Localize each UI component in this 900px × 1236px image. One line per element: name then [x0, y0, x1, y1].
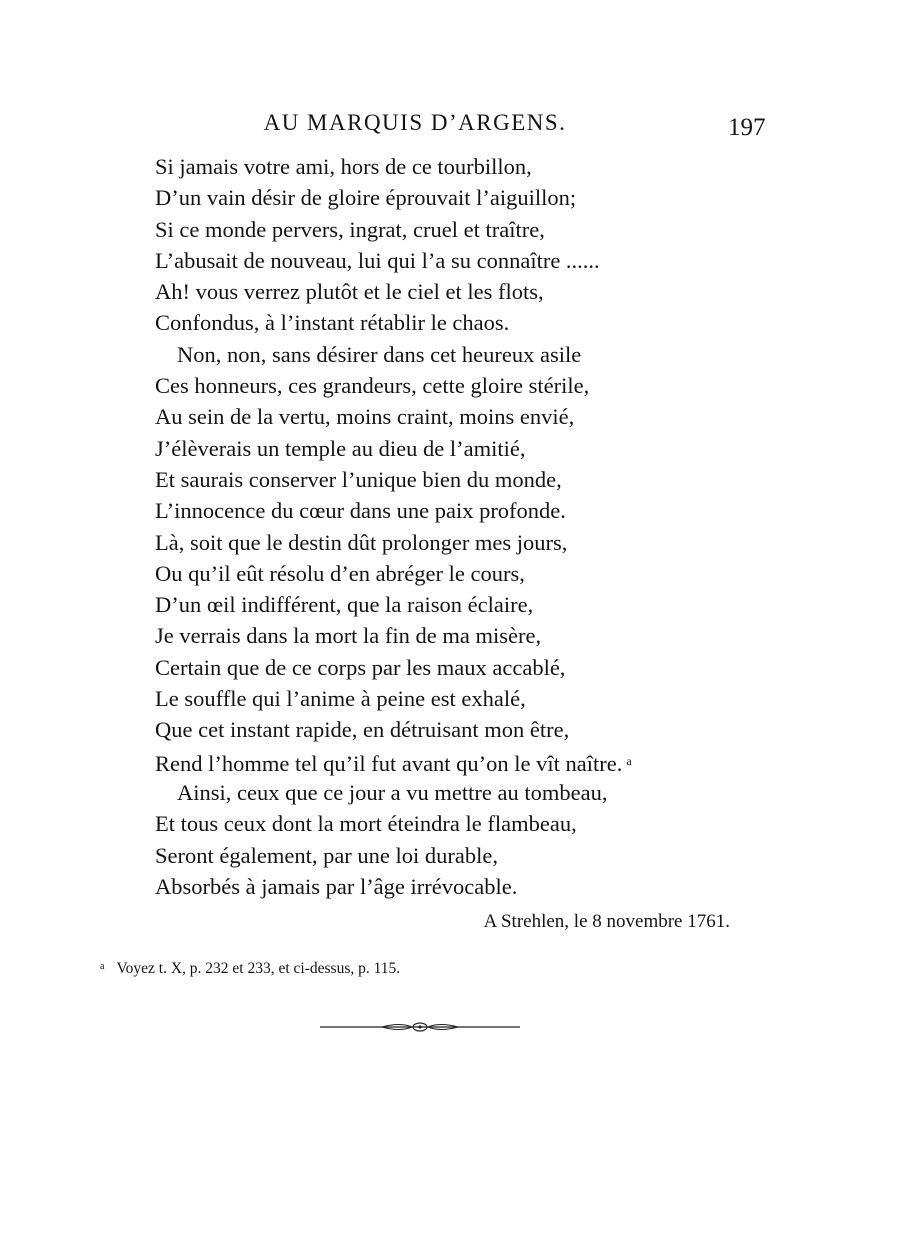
verse-text: Rend l’homme tel qu’il fut avant qu’on le vît naître.: [155, 750, 623, 776]
verse-line: [155, 808, 755, 839]
verse-text: Si ce monde pervers, ingrat, cruel et traître,: [155, 216, 545, 242]
verse-text: Ah! vous verrez plutôt et le ciel et les flots,: [155, 279, 544, 305]
verse-line: [155, 464, 755, 495]
verse-line: [155, 871, 755, 902]
verse-line: [155, 840, 755, 871]
verse-line: [155, 683, 755, 714]
verse-text: L’abusait de nouveau, lui qui l’a su connaître ......: [155, 247, 600, 273]
verse-text: Au sein de la vertu, moins craint, moins envié,: [155, 404, 575, 430]
verse-text: J’élèverais un temple au dieu de l’amitié,: [155, 435, 526, 461]
verse-text: Ou qu’il eût résolu d’en abréger le cours,: [155, 560, 525, 586]
footnote: [100, 960, 400, 978]
verse-text: Je verrais dans la mort la fin de ma misère,: [155, 623, 542, 649]
dateline: A Strehlen, le 8 novembre 1761.: [483, 911, 730, 932]
verse-line: [155, 714, 755, 745]
verse-text: Non, non, sans désirer dans cet heureux asile: [177, 341, 582, 367]
verse-line: [155, 214, 755, 245]
end-ornament: [320, 1019, 520, 1035]
poem-body: [155, 151, 755, 902]
verse-text: Ainsi, ceux que ce jour a vu mettre au tombeau,: [177, 779, 608, 805]
verse-line: [155, 151, 755, 182]
verse-text: L’innocence du cœur dans une paix profonde.: [155, 498, 566, 524]
page-number: 197: [728, 114, 766, 141]
verse-line: [155, 339, 755, 370]
verse-line: [155, 401, 755, 432]
footnote-text: Voyez t. X, p. 232 et 233, et ci-dessus, p. 115.: [116, 960, 401, 977]
verse-line: [155, 307, 755, 338]
verse-line: [155, 433, 755, 464]
verse-text: Absorbés à jamais par l’âge irrévocable.: [155, 873, 518, 899]
running-title: AU MARQUIS D’ARGENS.: [263, 110, 567, 135]
verse-text: Et saurais conserver l’unique bien du monde,: [155, 466, 562, 492]
verse-line: [155, 620, 755, 651]
verse-line: [155, 777, 755, 808]
verse-line: [155, 495, 755, 526]
verse-text: Le souffle qui l’anime à peine est exhalé,: [155, 686, 526, 712]
verse-text: D’un œil indifférent, que la raison éclaire,: [155, 592, 534, 618]
verse-line: [155, 370, 755, 401]
verse-text: Si jamais votre ami, hors de ce tourbillon,: [155, 154, 532, 179]
verse-text: Certain que de ce corps par les maux accablé,: [155, 654, 566, 680]
verse-line: [155, 558, 755, 589]
verse-line: [155, 245, 755, 276]
verse-text: Là, soit que le destin dût prolonger mes jours,: [155, 529, 568, 555]
verse-line: [155, 527, 755, 558]
verse-text: D’un vain désir de gloire éprouvait l’aiguillon;: [155, 185, 577, 211]
verse-text: Seront également, par une loi durable,: [155, 842, 499, 868]
verse-line: [155, 589, 755, 620]
verse-text: Ces honneurs, ces grandeurs, cette gloire stérile,: [155, 373, 590, 399]
verse-line: [155, 746, 755, 777]
verse-line: [155, 652, 755, 683]
verse-text: Et tous ceux dont la mort éteindra le flambeau,: [155, 811, 577, 837]
verse-line: [155, 182, 755, 213]
footnote-mark: a: [100, 961, 105, 972]
verse-text: Que cet instant rapide, en détruisant mon être,: [155, 717, 570, 743]
verse-text: Confondus, à l’instant rétablir le chaos.: [155, 310, 510, 336]
verse-line: [155, 276, 755, 307]
footnote-reference: a: [626, 753, 632, 768]
